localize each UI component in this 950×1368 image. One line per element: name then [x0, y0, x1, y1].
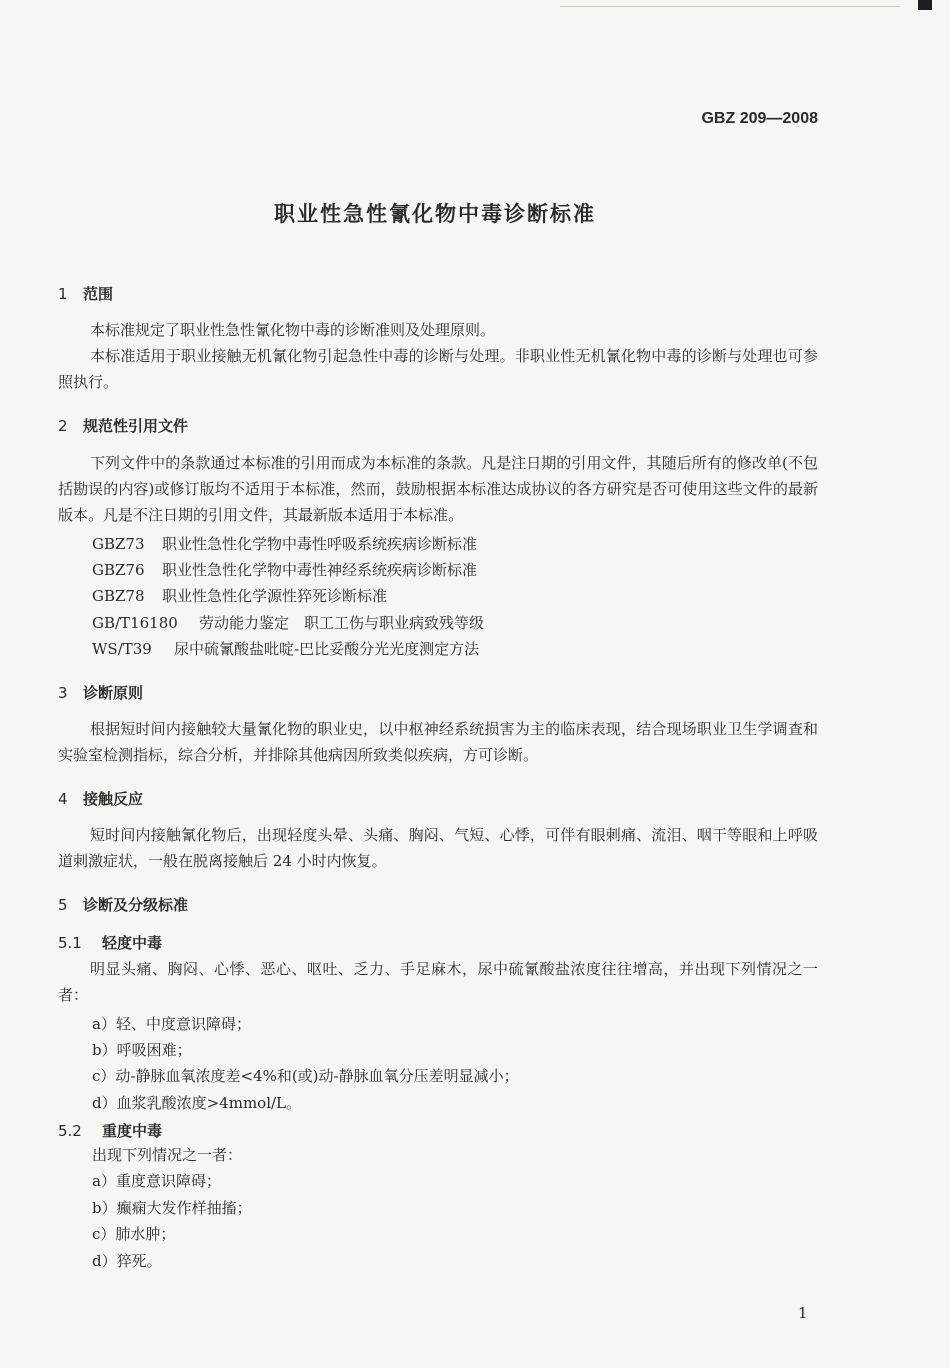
section-title: 诊断及分级标准 [83, 896, 189, 914]
section-number: 1 [58, 285, 68, 303]
section-title: 诊断原则 [83, 684, 144, 702]
paragraph: 本标准规定了职业性急性氰化物中毒的诊断准则及处理原则。 [90, 321, 496, 339]
paragraph: 下列文件中的条款通过本标准的引用而成为本标准的条款。凡是注日期的引用文件，其随后所有的修改单(不包括勘误的内容)或修订版均不适用于本标准，然而，鼓励根据本标准达成协议的各方研究是否可使用这些文件的最新版本。凡是不注日期的引用文件，其最新版本适用于本标准。 [58, 454, 818, 524]
reference-item [92, 583, 387, 609]
section-number: 4 [58, 790, 68, 808]
scan-corner-mark [918, 0, 932, 10]
list-item: c）肺水肿； [92, 1225, 176, 1243]
reference-code: GBZ76 [92, 561, 145, 579]
reference-title: 职业性急性化学物中毒性呼吸系统疾病诊断标准 [162, 535, 478, 553]
section-title: 范围 [83, 285, 114, 303]
reference-code: WS/T39 [92, 640, 152, 658]
list-item: a）轻、中度意识障碍； [92, 1015, 251, 1033]
list-item: b）呼吸困难； [92, 1041, 192, 1059]
list-item: c）动-静脉血氧浓度差<4%和(或)动-静脉血氧分压差明显减小； [92, 1067, 519, 1085]
paragraph: 根据短时间内接触较大量氰化物的职业史，以中枢神经系统损害为主的临床表现，结合现场职业卫生学调查和实验室检测指标，综合分析，并排除其他病因所致类似疾病，方可诊断。 [58, 720, 818, 764]
reference-title: 职业性急性化学源性猝死诊断标准 [162, 587, 388, 605]
list-item: d）猝死。 [92, 1252, 162, 1270]
paragraph: 明显头痛、胸闷、心悸、恶心、呕吐、乏力、手足麻木，尿中硫氰酸盐浓度往往增高，并出现下列情况之一者： [58, 960, 818, 1004]
section-heading-5 [58, 894, 188, 915]
subsection-number: 5.2 [58, 1122, 82, 1140]
reference-code: GBZ78 [92, 587, 145, 605]
section-heading-2 [58, 415, 188, 436]
paragraph: 本标准适用于职业接触无机氰化物引起急性中毒的诊断与处理。非职业性无机氰化物中毒的诊断与处理也可参照执行。 [58, 347, 818, 391]
section-title: 接触反应 [83, 790, 144, 808]
reference-title: 职业性急性化学物中毒性神经系统疾病诊断标准 [162, 561, 478, 579]
section-heading-4 [58, 788, 143, 809]
section-number: 3 [58, 684, 68, 702]
list-item: d）血浆乳酸浓度>4mmol/L。 [92, 1094, 302, 1112]
subsection-title: 轻度中毒 [102, 934, 163, 952]
page-number: 1 [798, 1304, 808, 1322]
reference-code: GBZ73 [92, 535, 145, 553]
section-title: 规范性引用文件 [83, 417, 189, 435]
reference-item [92, 557, 477, 583]
reference-item [92, 636, 479, 662]
reference-code: GB/T16180 [92, 614, 178, 632]
reference-title: 劳动能力鉴定 职工工伤与职业病致残等级 [199, 614, 485, 632]
list-item: a）重度意识障碍； [92, 1172, 221, 1190]
scan-edge-line [560, 6, 900, 7]
paragraph: 出现下列情况之一者： [92, 1146, 243, 1164]
paragraph: 短时间内接触氰化物后，出现轻度头晕、头痛、胸闷、气短、心悸，可伴有眼刺痛、流泪、咽干等眼和上呼吸道刺激症状，一般在脱离接触后 24 小时内恢复。 [58, 826, 818, 870]
standard-code: GBZ 209—2008 [701, 110, 818, 127]
subsection-heading-5-2 [58, 1120, 162, 1141]
reference-item [92, 531, 477, 557]
section-heading-1 [58, 283, 113, 304]
section-heading-3 [58, 682, 143, 703]
reference-item [92, 610, 484, 636]
subsection-title: 重度中毒 [102, 1122, 163, 1140]
section-number: 2 [58, 417, 68, 435]
subsection-heading-5-1 [58, 932, 162, 953]
section-number: 5 [58, 896, 68, 914]
subsection-number: 5.1 [58, 934, 82, 952]
reference-title: 尿中硫氰酸盐吡啶-巴比妥酸分光光度测定方法 [174, 640, 480, 658]
document-title: 职业性急性氰化物中毒诊断标准 [274, 202, 596, 226]
list-item: b）癫痫大发作样抽搐； [92, 1199, 252, 1217]
